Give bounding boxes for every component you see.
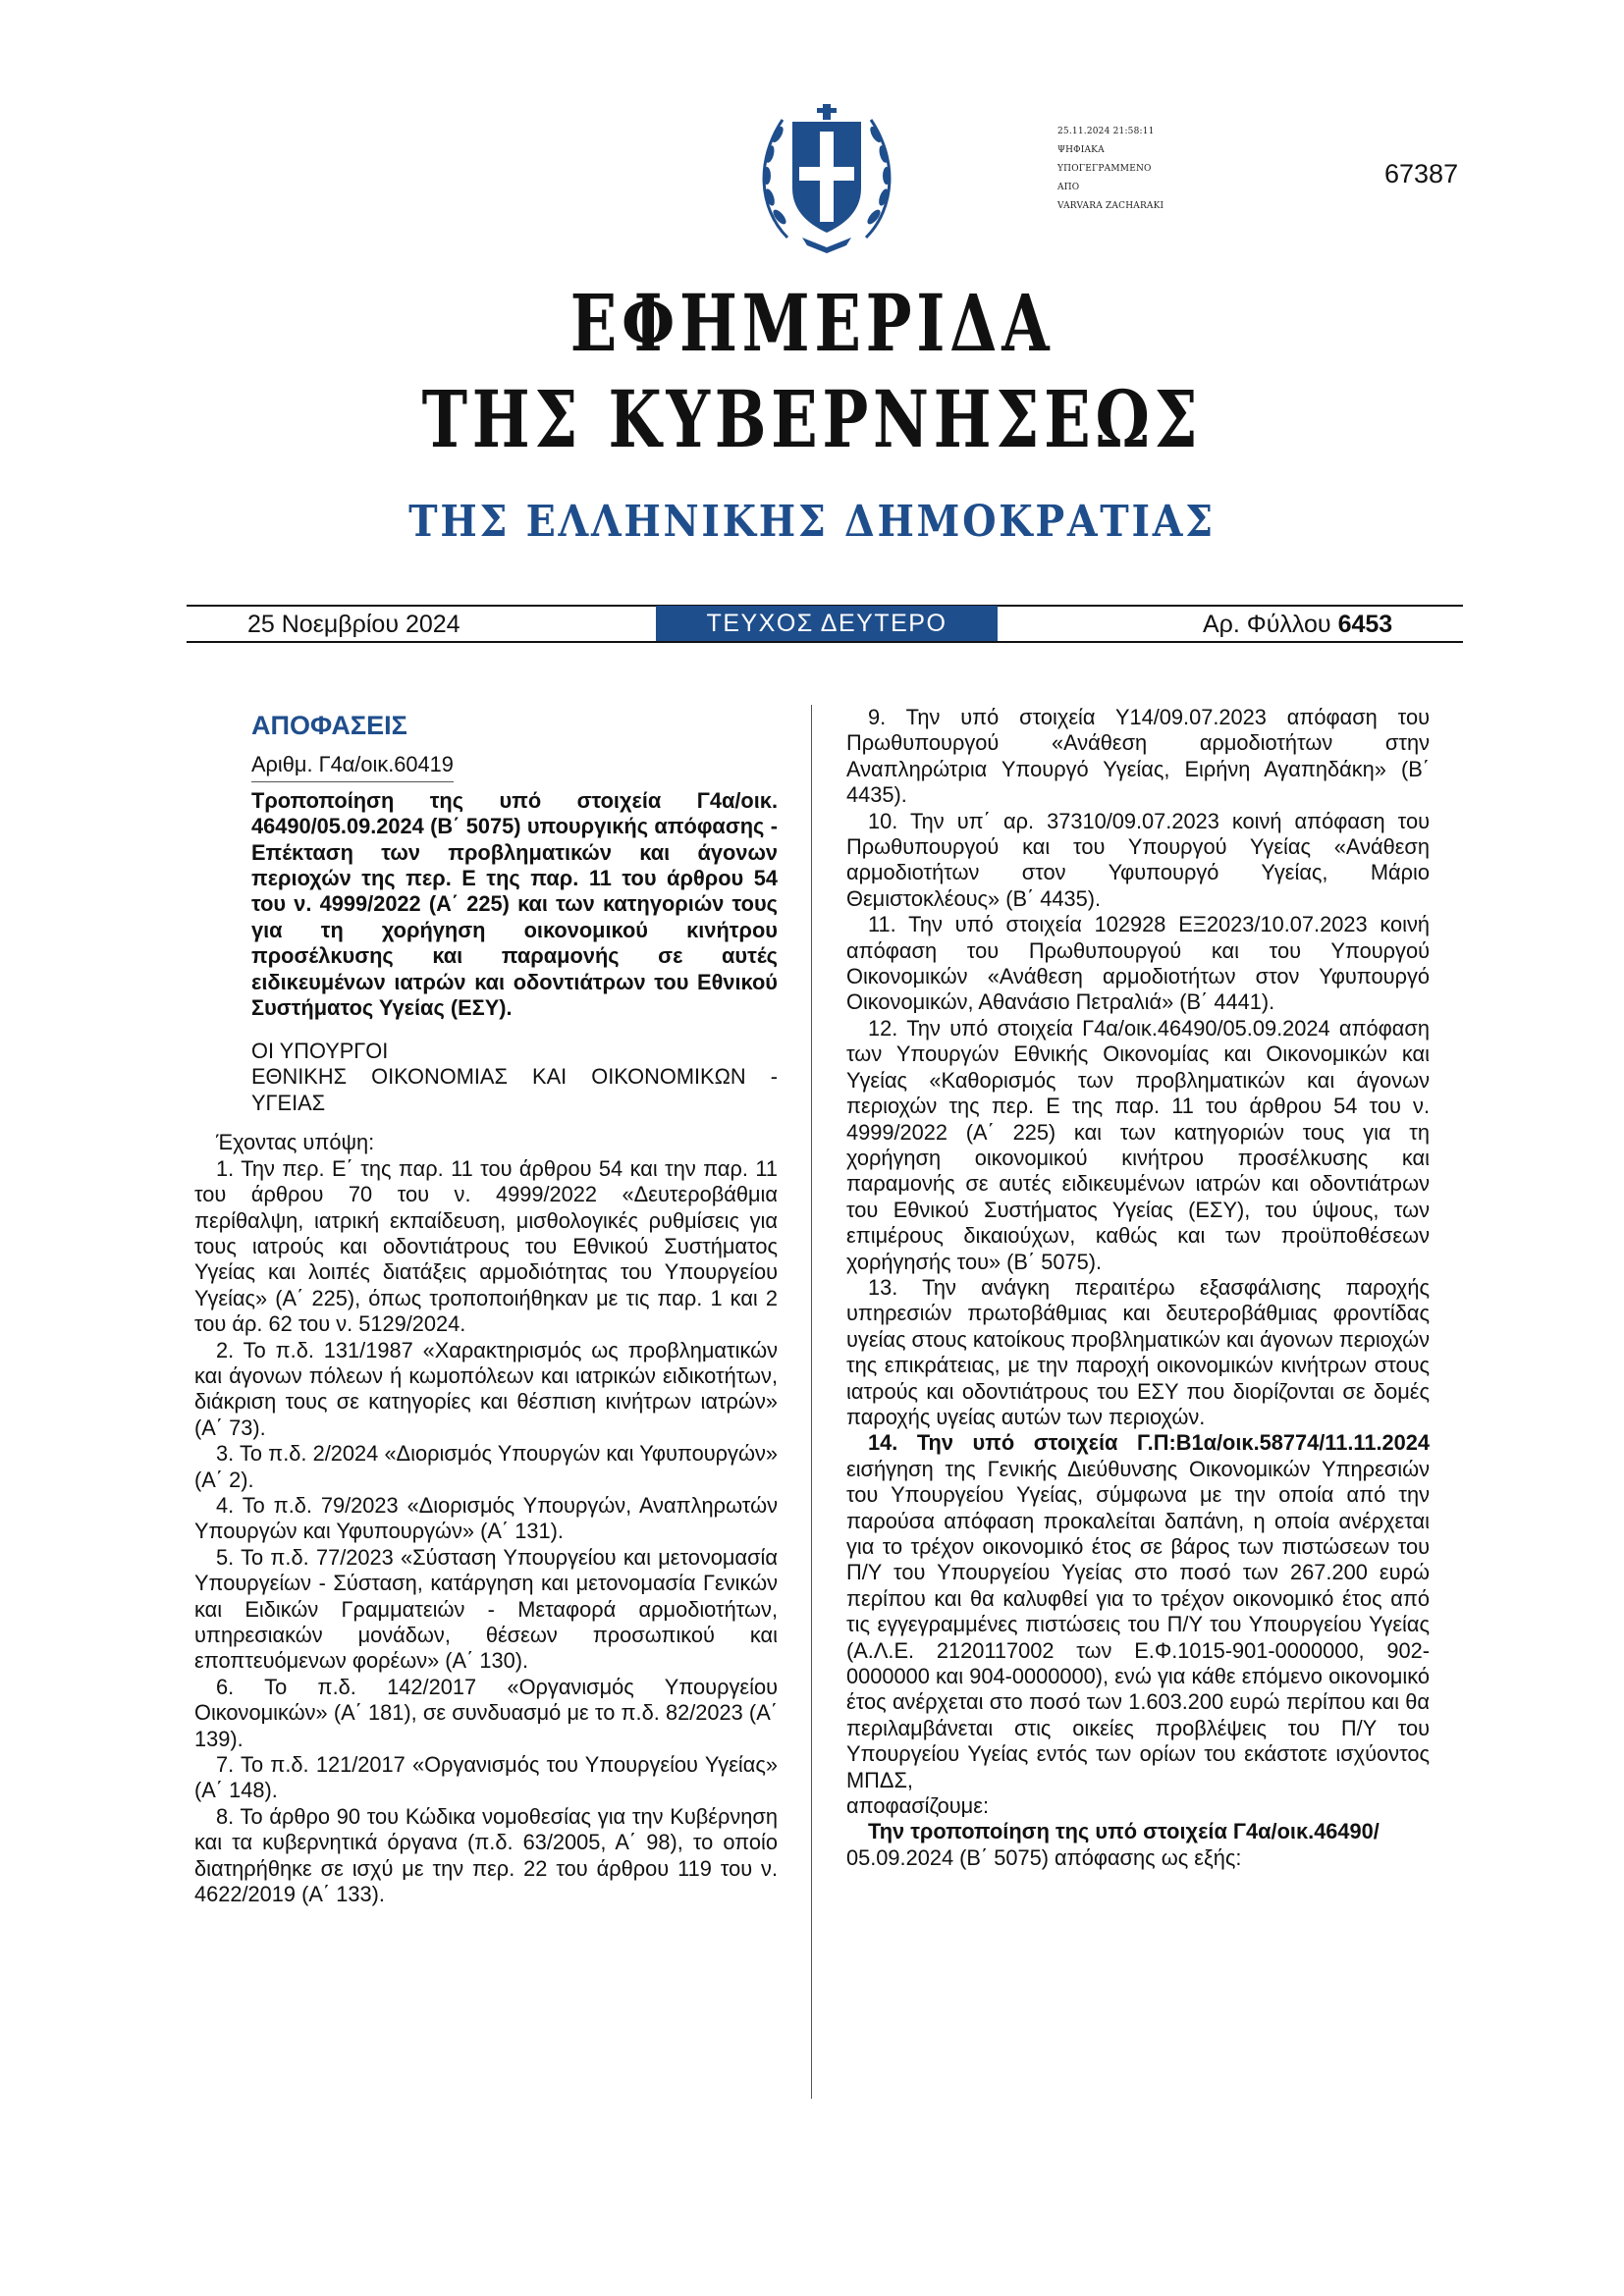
operative-clause	[846, 1819, 1430, 1871]
decision-subject: Τροποποίηση της υπό στοιχεία Γ4α/οικ. 46490/05.09.2024 (Β΄ 5075) υπουργικής απόφασης - Επέκταση των προβληματικών και άγονων περιοχών της περ. Ε της παρ. 11 του άρθρου 54 του ν. 4999/2022 (Α΄ 225) και των κατηγοριών τους για τη χορήγηση οικονομικού κινήτρου προσέλκυσης και παραμονής σε αυτές ειδικευμένων ιατρών και οδοντιάτρων του Εθνικού Συστήματος Υγείας (ΕΣΥ).	[251, 787, 778, 1021]
signature-signer: VARVARA ZACHARAKI	[1057, 201, 1164, 211]
operative-clause-rest: 05.09.2024 (Β΄ 5075) απόφασης ως εξής:	[846, 1844, 1242, 1870]
header-rule-bottom	[187, 641, 1463, 643]
issue-date: 25 Νοεμβρίου 2024	[247, 611, 460, 638]
recital-13: 13. Την ανάγκη περαιτέρω εξασφάλισης παροχής υπηρεσιών πρωτοβάθμιας και δευτεροβάθμιας φροντίδας υγείας στους κατοίκους προβληματικών και άγονων περιοχών της επικράτειας, με την παροχή οικονομικών κινήτρων στους ιατρούς και οδοντιάτρους του ΕΣΥ που διορίζονται σε δομές παροχής υγείας αυτών των περιοχών.	[846, 1274, 1430, 1429]
recital-3: 3. Το π.δ. 2/2024 «Διορισμός Υπουργών και Υφυπουργών» (Α΄ 2).	[194, 1441, 778, 1492]
recital-14-text: εισήγηση της Γενικής Διεύθυνσης Οικονομικών Υπηρεσιών του Υπουργείου Υγείας, σύμφωνα με την οποία από την παρούσα απόφαση προκαλείται δαπάνη, η οποία ανέρχεται για το τρέχον οικονομικό έτος σε βάρος των πιστώσεων του Π/Υ του Υπουργείου Υγείας στο ποσό των 267.200 ευρώ περίπου και θα καλυφθεί για το τρέχον οικονομικό έτος από τις εγγεγραμμένες πιστώσεις του Π/Υ του Υπουργείου Υγείας (Α.Λ.Ε. 2120117002 των Ε.Φ.1015-901-0000000, 902-0000000 και 904-0000000), ενώ για κάθε επόμενο οικονομικό έτος ανέρχεται στο ποσό των 1.603.200 ευρώ περίπου και θα περιλαμβάνεται στις οικείες προβλέψεις του Π/Υ του Υπουργείου Υγείας εντός των ορίων του εκάστοτε ισχύοντος ΜΠΔΣ,	[846, 1456, 1430, 1792]
issue-series-badge: ΤΕΥΧΟΣ ΔΕΥΤΕΡΟ	[656, 606, 998, 641]
greek-coat-of-arms-emblem	[748, 90, 905, 255]
signature-line: ΨΗΦΙΑΚΑ	[1057, 145, 1105, 155]
recital-12: 12. Την υπό στοιχεία Γ4α/οικ.46490/05.09.2024 απόφαση των Υπουργών Εθνικής Οικονομίας και Οικονομικών και Υγείας «Καθορισμός των προβληματικών και άγονων περιοχών της περ. Ε της παρ. 11 του άρθρου 54 του ν. 4999/2022 (Α΄ 225) και των κατηγοριών τους για τη χορήγηση οικονομικού κινήτρου προσέλκυσης και παραμονής σε αυτές ειδικευμένων ιατρών και οδοντιάτρων του Εθνικού Συστήματος Υγείας (ΕΣΥ), του ύψους, των επιμέρους δικαιούχων, καθώς και των προϋποθέσεων χορήγησής του» (Β΄ 5075).	[846, 1015, 1430, 1274]
signature-timestamp: 25.11.2024 21:58:11	[1057, 127, 1155, 136]
ministries-heading: ΕΘΝΙΚΗΣ ΟΙΚΟΝΟΜΙΑΣ ΚΑΙ ΟΙΚΟΝΟΜΙΚΩΝ - ΥΓΕΙΑΣ	[251, 1064, 778, 1115]
sheet-number-value: 6453	[1337, 611, 1393, 638]
decision-number: Αριθμ. Γ4α/οικ.60419	[251, 752, 454, 781]
column-divider	[811, 705, 812, 2099]
recital-10: 10. Την υπ΄ αρ. 37310/09.07.2023 κοινή απόφαση του Πρωθυπουργού και του Υπουργού Υγείας «Ανάθεση αρμοδιοτήτων στον Υφυπουργό Υγείας, Μάριο Θεμιστοκλέους» (Β΄ 4435).	[846, 808, 1430, 911]
recital-4: 4. Το π.δ. 79/2023 «Διορισμός Υπουργών, Αναπληρωτών Υπουργών και Υφυπουργών» (Α΄ 131).	[194, 1492, 778, 1544]
digital-signature-block	[1057, 123, 1164, 216]
having-regard-label: Έχοντας υπόψη:	[216, 1130, 375, 1155]
recital-2: 2. Το π.δ. 131/1987 «Χαρακτηρισμός ως προβληματικών και άγονων πόλεων ή κωμοπόλεων και ιατρικών ειδικοτήτων, διάκριση τους σε κατηγορίες και θέσπιση κινήτρων ιατρών» (Α΄ 73).	[194, 1337, 778, 1440]
recital-1: 1. Την περ. Ε΄ της παρ. 11 του άρθρου 54 και την παρ. 11 του άρθρου 70 του ν. 4999/2022 «Δευτεροβάθμια περίθαλψη, ιατρική εκπαίδευση, μισθολογικές ρυθμίσεις για τους ιατρούς και οδοντιάτρους του Εθνικού Συστήματος Υγείας και λοιπές διατάξεις αρμοδιότητας του Υπουργείου Υγείας» (Α΄ 225), όπως τροποποιήθηκαν με τις παρ. 1 και 2 του άρ. 62 του ν. 5129/2024.	[194, 1155, 778, 1337]
sheet-label: Αρ. Φύλλου	[1203, 611, 1331, 638]
masthead-subtitle: ΤΗΣ ΕΛΛΗΝΙΚΗΣ ΔΗΜΟΚΡΑΤΙΑΣ	[408, 497, 1216, 547]
signature-line: ΑΠΟ	[1057, 183, 1080, 192]
recital-8: 8. Το άρθρο 90 του Κώδικα νομοθεσίας για την Κυβέρνηση και τα κυβερνητικά όργανα (π.δ. 63/2005, Α΄ 98), το οποίο διατηρήθηκε σε ισχύ με την περ. 22 του άρθρου 119 του ν. 4622/2019 (Α΄ 133).	[194, 1803, 778, 1907]
recital-14-ref: 14. Την υπό στοιχεία Γ.Π:Β1α/οικ.58774/11.11.2024	[868, 1430, 1430, 1456]
operative-clause-bold: Την τροποποίηση της υπό στοιχεία Γ4α/οικ.46490/	[868, 1819, 1380, 1844]
section-heading: ΑΠΟΦΑΣΕΙΣ	[251, 711, 407, 740]
sheet-number	[1203, 609, 1392, 640]
page-number: 67387	[1384, 159, 1459, 188]
recital-14	[846, 1430, 1430, 1793]
recital-11: 11. Την υπό στοιχεία 102928 ΕΞ2023/10.07.2023 κοινή απόφαση του Πρωθυπουργού και του Υπουργού Οικονομικών «Ανάθεση αρμοδιοτήτων στον Υφυπουργό Οικονομικών, Αθανάσιο Πετραλιά» (Β΄ 4441).	[846, 912, 1430, 1015]
left-column	[194, 705, 778, 1907]
recital-5: 5. Το π.δ. 77/2023 «Σύσταση Υπουργείου και μετονομασία Υπουργείων - Σύσταση, κατάργηση και μετονομασία Γενικών και Ειδικών Γραμματειών - Μεταφορά αρμοδιοτήτων, υπηρεσιακών μονάδων, θέσεων προσωπικού και εποπτευόμενων φορέων» (Α΄ 130).	[194, 1544, 778, 1674]
recital-7: 7. Το π.δ. 121/2017 «Οργανισμός του Υπουργείου Υγείας» (Α΄ 148).	[194, 1752, 778, 1803]
right-column	[846, 705, 1430, 1871]
recital-9: 9. Την υπό στοιχεία Υ14/09.07.2023 απόφαση του Πρωθυπουργού «Ανάθεση αρμοδιοτήτων στην Αναπληρώτρια Υπουργό Υγείας, Ειρήνη Αγαπηδάκη» (Β΄ 4435).	[846, 705, 1430, 808]
masthead-title-line2: ΤΗΣ ΚΥΒΕΡΝΗΣΕΩΣ	[421, 373, 1203, 465]
decision-clause: αποφασίζουμε:	[846, 1793, 990, 1819]
ministers-heading: ΟΙ ΥΠΟΥΡΓΟΙ	[251, 1039, 389, 1064]
recital-6: 6. Το π.δ. 142/2017 «Οργανισμός Υπουργείου Οικονομικών» (Α΄ 181), σε συνδυασμό με το π.δ. 82/2023 (Α΄ 139).	[194, 1674, 778, 1751]
signature-line: ΥΠΟΓΕΓΡΑΜΜΕΝΟ	[1057, 164, 1152, 174]
masthead-title-line1: ΕΦΗΜΕΡΙΔΑ	[569, 277, 1055, 369]
